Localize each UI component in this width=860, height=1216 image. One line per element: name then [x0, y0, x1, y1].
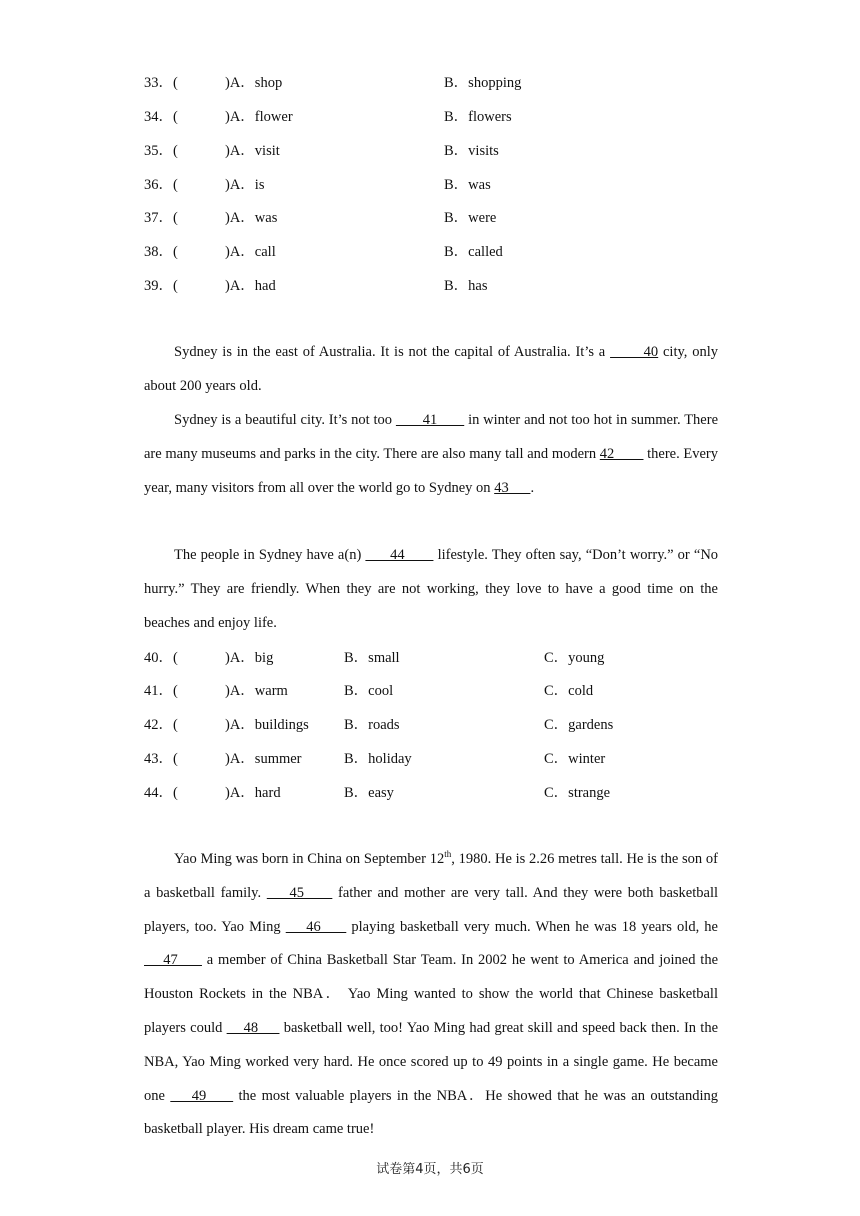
option-b: B．holiday	[344, 751, 412, 767]
yao-ming-paragraph: Yao Ming was born in China on September 12th, 1980. He is 2.26 metres tall. He is the son of a basketball family. 45 father and mother are very tall. And they were both basketball players, too. Yao Ming 46 playing basketball very much. When he was 18 years old, he 47 a member of China Basketball Star Team. In 2002 he went to America and joined the Houston Rockets in the NBA． Yao Ming wanted to show the world that Chinese basketball players could 48 basketball well, too! Yao Ming had great skill and speed back then. In the NBA, Yao Ming worked very hard. He once scored up to 49 points in a single game. He became one 49 the most valuable players in the NBA．He showed that he was an outstanding basketball player. His dream came true!	[144, 849, 719, 1138]
question-number: 39．(	[144, 278, 178, 294]
blank-43: 43	[494, 479, 531, 496]
question-number: 44．(	[144, 785, 178, 801]
question-number: 35．(	[144, 143, 178, 159]
question-number: 38．(	[144, 244, 178, 260]
page-footer: 试卷第4页，共6页	[376, 1162, 484, 1177]
option-a: )A．visit	[225, 143, 280, 159]
option-a: )A．call	[225, 244, 276, 260]
blank-47: 47	[144, 952, 202, 969]
question-number: 40．(	[144, 650, 178, 666]
blank-42: 42	[599, 445, 644, 462]
option-b: B．flowers	[444, 109, 512, 125]
question-number: 33．(	[144, 75, 178, 91]
blank-49: 49	[170, 1087, 234, 1104]
option-c: C．winter	[544, 751, 606, 767]
blank-48: 48	[226, 1019, 280, 1036]
blank-46: 46	[285, 918, 347, 935]
option-b: B．was	[444, 177, 491, 193]
option-b: B．cool	[344, 683, 394, 699]
option-a: )A．shop	[225, 75, 283, 91]
sydney-paragraph-2: Sydney is a beautiful city. It’s not too 41 in winter and not too hot in summer. There are many museums and parks in the city. There are also many tall and modern 42 there. Every year, many visitors from all over the world go to Sydney on 43 .	[144, 412, 719, 496]
question-number: 36．(	[144, 177, 178, 193]
option-a: )A．is	[225, 177, 265, 193]
option-b: B．has	[444, 278, 488, 294]
option-a: )A．summer	[225, 751, 302, 767]
question-number: 34．(	[144, 109, 178, 125]
option-c: C．young	[544, 650, 605, 666]
question-number: 42．(	[144, 717, 178, 733]
option-b: B．were	[444, 210, 497, 226]
option-c: C．cold	[544, 683, 594, 699]
question-number: 43．(	[144, 751, 178, 767]
option-a: )A．buildings	[225, 717, 309, 733]
option-a: )A．warm	[225, 683, 288, 699]
option-a: )A．flower	[225, 109, 293, 125]
sydney-paragraph-3: The people in Sydney have a(n) 44 lifestyle. They often say, “Don’t worry.” or “No hurry.” They are friendly. When they are not working, they love to have a good time on the beaches and enjoy life.	[144, 547, 719, 631]
blank-45: 45	[266, 884, 333, 901]
option-b: B．visits	[444, 143, 499, 159]
option-b: B．small	[344, 650, 400, 666]
option-a: )A．had	[225, 278, 276, 294]
option-b: B．easy	[344, 785, 394, 801]
option-c: C．gardens	[544, 717, 614, 733]
blank-41: 41	[395, 412, 465, 428]
sydney-paragraph-1: Sydney is in the east of Australia. It is not the capital of Australia. It’s a 40 city, only about 200 years old.	[144, 344, 719, 394]
question-number: 41．(	[144, 683, 178, 699]
blank-40: 40	[610, 344, 659, 360]
option-a: )A．was	[225, 210, 278, 226]
option-b: B．called	[444, 244, 503, 260]
option-b: B．shopping	[444, 75, 522, 91]
option-c: C．strange	[544, 785, 611, 801]
option-a: )A．hard	[225, 785, 281, 801]
option-b: B．roads	[344, 717, 400, 733]
blank-44: 44	[365, 547, 434, 563]
question-number: 37．(	[144, 210, 178, 226]
option-a: )A．big	[225, 650, 274, 666]
